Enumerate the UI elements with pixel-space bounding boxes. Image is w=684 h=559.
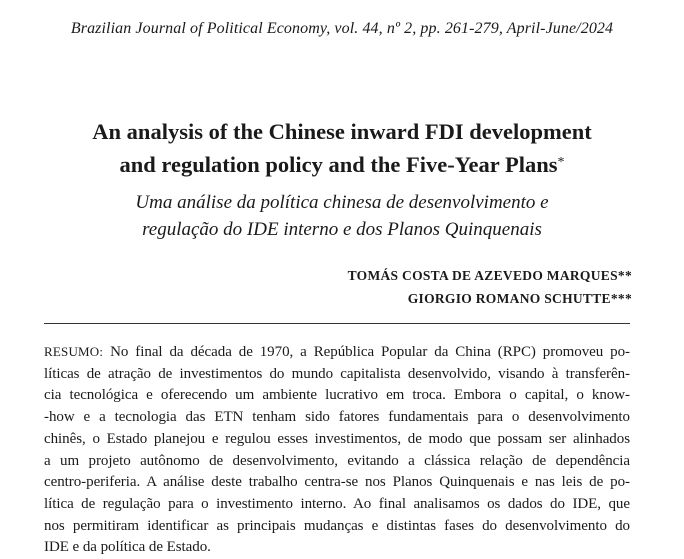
- abstract-line: cia tecnológica e oferecendo um ambiente lucrativo em troca. Embora o capital, o know-: [44, 387, 630, 404]
- author-2: GIORGIO ROMANO SCHUTTE***: [407, 291, 632, 306]
- abstract-line: lítica de regulação para o investimento interno. Ao final analisamos os dados do IDE, que: [44, 495, 630, 512]
- abstract-line-last: IDE e da política de Estado.: [44, 539, 211, 556]
- abstract-line-1-text: No final da década de 1970, a República Popular da China (RPC) promoveu po-: [110, 344, 630, 360]
- title-footnote-mark: *: [557, 155, 565, 170]
- section-divider: [44, 323, 630, 324]
- abstract-line: a um projeto autônomo de desenvolvimento, evitando a clássica relação de dependência: [44, 452, 630, 469]
- title-line-2: and regulation policy and the Five-Year Plans: [119, 152, 558, 177]
- abstract-line: chinês, o Estado planejou e regulou esses investimentos, de modo que possam ser alinhados: [44, 430, 630, 447]
- abstract-line: -how e a tecnologia das ETN tenham sido fatores fundamentais para o desenvolvimento: [44, 409, 630, 426]
- article-subtitle: [30, 189, 654, 243]
- journal-citation: Brazilian Journal of Political Economy, vol. 44, nº 2, pp. 261-279, April-June/2024: [70, 20, 614, 37]
- abstract-line: nos permitiram identificar as principais mudanças e distintas fases do desenvolvimento do: [44, 517, 630, 534]
- title-line-1: An analysis of the Chinese inward FDI development: [92, 119, 592, 144]
- author-1: TOMÁS COSTA DE AZEVEDO MARQUES**: [347, 268, 632, 283]
- author-list: [152, 264, 632, 310]
- abstract: [44, 341, 630, 559]
- abstract-label: RESUMO:: [44, 344, 104, 359]
- abstract-line: centro-periferia. A análise deste trabalho centra-se nos Planos Quinquenais e nas leis de po-: [44, 474, 630, 491]
- article-title: [30, 116, 654, 180]
- abstract-line: líticas de atração de investimentos do mundo capitalista desenvolvido, visando à transferên-: [44, 365, 630, 382]
- abstract-line-1: [44, 341, 630, 364]
- subtitle-line-1: Uma análise da política chinesa de desenvolvimento e: [135, 192, 549, 213]
- subtitle-line-2: regulação do IDE interno e dos Planos Quinquenais: [142, 219, 542, 240]
